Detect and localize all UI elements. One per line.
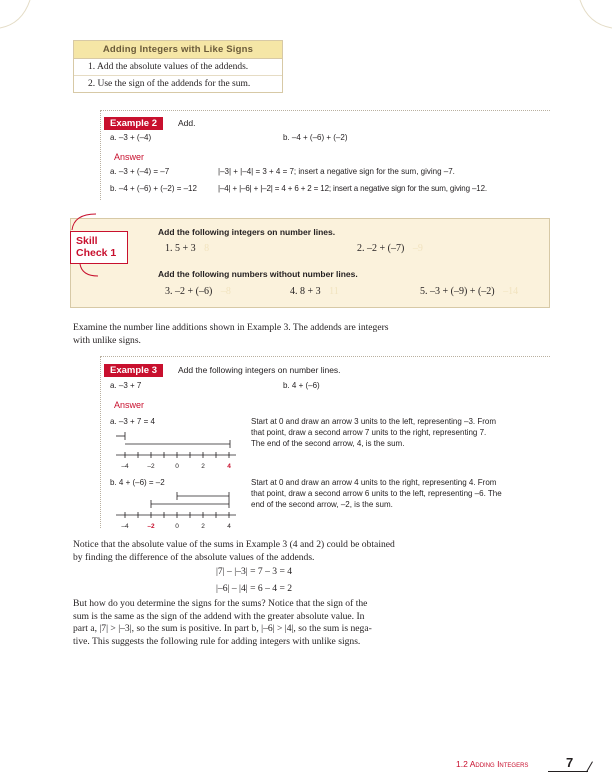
closing-line: part a, |7| > |–3|, so the sum is positive. In part b, |–6| > |4|, so the sum is nega- [73,623,372,634]
skill-check-tag-line2: Check 1 [76,247,117,259]
example3-answer-label: Answer [114,400,145,410]
skill-check-problem-3 [165,286,231,297]
skill-check-problem-5 [420,286,518,297]
page-number: 7 [566,755,574,770]
notice-paragraph [73,539,395,564]
divider [100,356,550,357]
notice-line: by finding the difference of the absolute values of the addends. [73,551,315,563]
skill-check-answer-4: 11 [329,286,339,297]
divider [100,110,101,200]
rule-item-1: 1. Add the absolute values of the addends. [74,59,282,76]
corner-decoration-right [570,0,612,30]
skill-check-answer-3: –8 [220,286,231,297]
example3-answer-a-line: that point, draw a second arrow 7 units to the right, representing 7. [251,428,487,437]
rule-box-title: Adding Integers with Like Signs [74,41,282,59]
skill-check-answer-1: 8 [204,243,210,254]
example3-problem-b: b. 4 + (–6) [283,381,320,390]
tick-label: 2 [201,463,205,470]
closing-line: tive. This suggests the following rule for adding integers with unlike signs. [73,635,361,647]
equation-line: |–6| – |4| = 6 – 4 = 2 [216,582,293,594]
example2-problem-b: b. –4 + (–6) + (–2) [283,133,348,142]
example2-instruction: Add. [178,118,196,128]
skill-check-bracket-icon [70,212,100,232]
number-line-b [112,488,242,532]
closing-line: But how do you determine the signs for the sums? Notice that the sign of the [73,598,368,609]
example3-answer-b-line: Start at 0 and draw an arrow 4 units to the right, representing 4. From [251,478,497,487]
intro-line-1: Examine the number line additions shown in Example 3. The addends are integers [73,322,389,333]
example3-answer-a-line: Start at 0 and draw an arrow 3 units to the left, representing –3. From [251,417,497,426]
example3-answer-b-line: end of the second arrow, –2, is the sum. [251,500,393,509]
footer-rule [548,771,588,772]
skill-check-problem-4-text: 4. 8 + 3 [290,286,321,297]
skill-check-instruction-1: Add the following integers on number lines. [158,227,336,237]
closing-paragraph [73,598,372,648]
skill-check-problem-1 [165,243,209,254]
tick-label: –2 [147,463,155,470]
footer-section: 1.2 Adding Integers [456,759,529,769]
rule-box [73,40,283,93]
example3-label: Example 3 [104,364,163,377]
divider [100,110,550,111]
intro-paragraph [73,322,389,347]
footer-rule-tick [586,761,593,772]
tick-label-sum: 4 [227,463,231,470]
example3-answer-a-line: The end of the second arrow, 4, is the sum. [251,439,405,448]
notice-line: Notice that the absolute value of the sums in Example 3 (4 and 2) could be obtained [73,539,395,550]
example2-problem-a: a. –3 + (–4) [110,133,152,142]
example2-answer-b-work: |–4| + |–6| + |–2| = 4 + 6 + 2 = 12; insert a negative sign for the sum, giving –12. [218,184,487,193]
example3-answer-a-text [251,416,551,449]
equations [216,566,292,595]
intro-line-2: with unlike signs. [73,334,141,346]
skill-check-instruction-2: Add the following numbers without number lines. [158,269,358,279]
skill-check-problem-5-text: 5. –3 + (–9) + (–2) [420,286,495,297]
tick-label: 0 [175,463,179,470]
number-line-a [112,428,242,472]
example3-problem-a: a. –3 + 7 [110,381,142,390]
example2-label: Example 2 [104,117,163,130]
rule-item-2: 2. Use the sign of the addends for the sum. [88,79,251,89]
skill-check-problem-3-text: 3. –2 + (–6) [165,286,213,297]
skill-check-problem-2-text: 2. –2 + (–7) [357,243,405,254]
skill-check-answer-5: –14 [503,286,519,297]
example2-answer-b: b. –4 + (–6) + (–2) = –12 [110,184,197,193]
closing-line: sum is the same as the sign of the addend with the greater absolute value. In [73,610,365,622]
corner-decoration [0,0,40,30]
example3-answer-b-line: that point, draw a second arrow 6 units to the left, representing –6. The [251,489,502,498]
example3-answer-b-text [251,477,551,510]
example2-answer-label: Answer [114,152,145,162]
skill-check-tag-line1: Skill [76,235,98,247]
skill-check-answer-2: –9 [412,243,423,254]
tick-label: 0 [175,523,179,530]
skill-check-bracket-icon-bottom [78,262,102,278]
tick-label: 2 [201,523,205,530]
example3-instruction: Add the following integers on number lines. [178,365,341,375]
example3-answer-b: b. 4 + (–6) = –2 [110,478,165,487]
example2-answer-a: a. –3 + (–4) = –7 [110,167,170,176]
example3-answer-a: a. –3 + 7 = 4 [110,417,155,426]
divider [100,356,101,528]
tick-label: –4 [121,523,129,530]
tick-label-sum: –2 [147,523,155,530]
skill-check-problem-2 [357,243,423,254]
tick-label: 4 [227,523,231,530]
tick-label: –4 [121,463,129,470]
example2-answer-a-work: |–3| + |–4| = 3 + 4 = 7; insert a negative sign for the sum, giving –7. [218,167,455,176]
skill-check-problem-4 [290,286,339,297]
equation-line: |7| – |–3| = 7 – 3 = 4 [216,566,293,577]
skill-check-problem-1-text: 1. 5 + 3 [165,243,196,254]
skill-check-tag [70,231,128,264]
